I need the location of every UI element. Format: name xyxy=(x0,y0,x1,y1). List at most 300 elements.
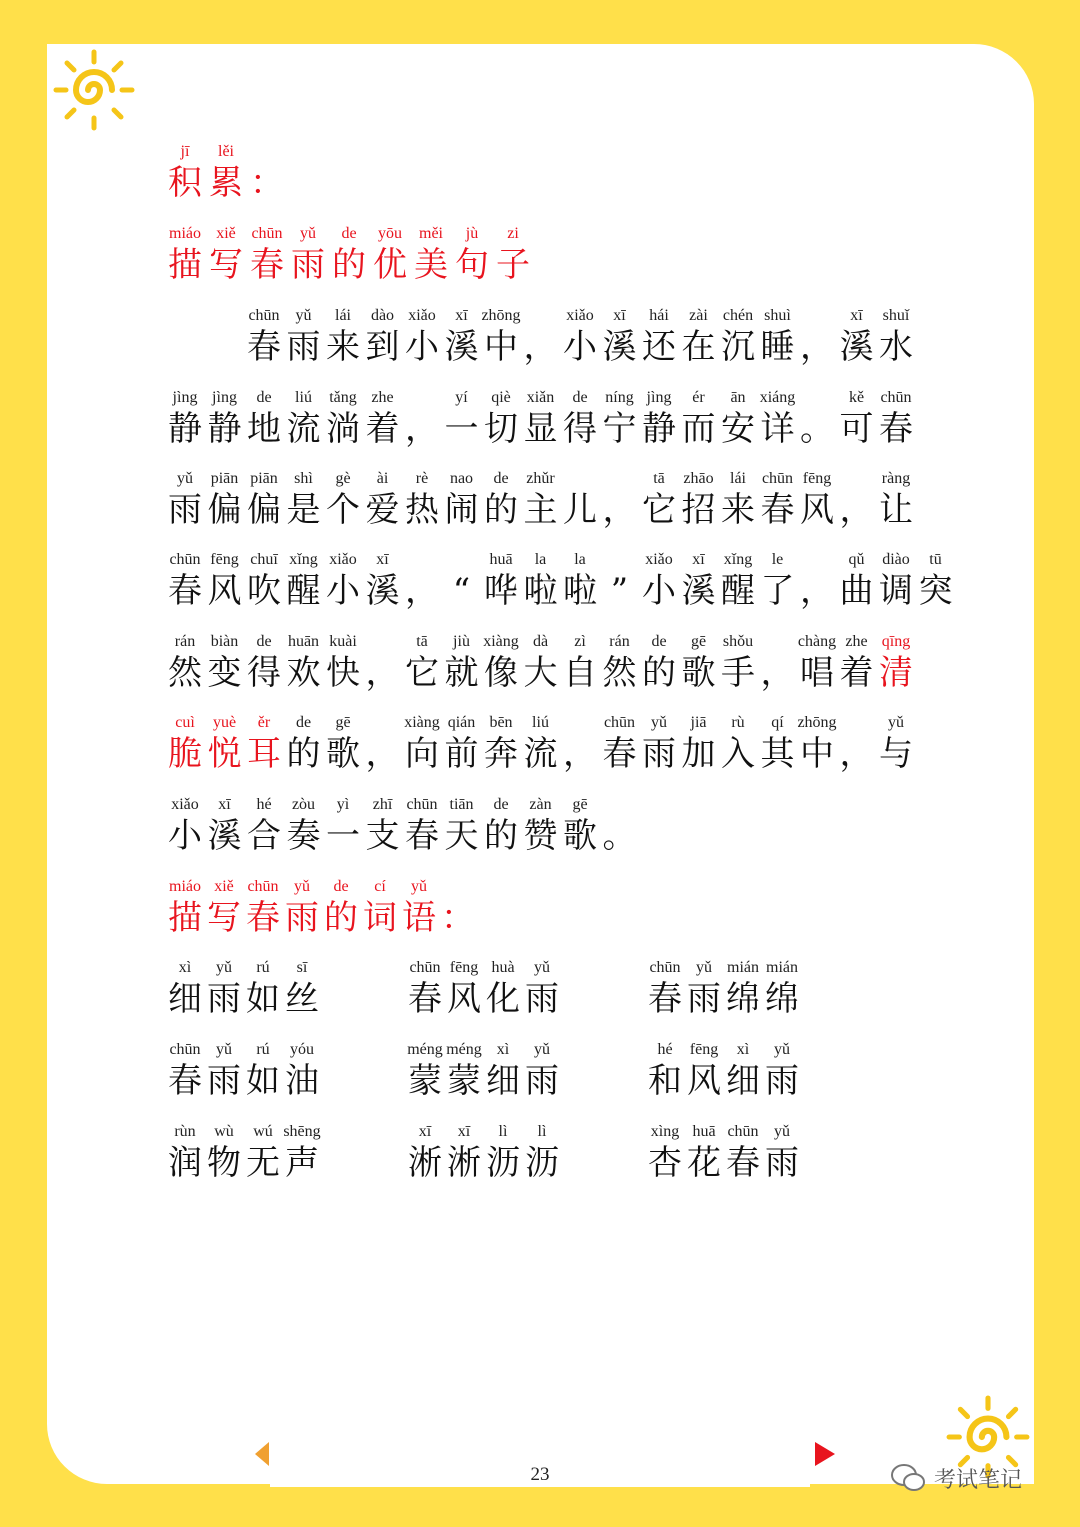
hanzi-char: 然 xyxy=(602,653,637,693)
pinyin-label: biàn xyxy=(210,633,239,650)
hanzi-char: 雨 xyxy=(291,245,325,285)
pinyin-label: jiù xyxy=(453,633,470,650)
hanzi-char: 春 xyxy=(726,1143,760,1183)
hanzi-char: ， xyxy=(800,327,834,367)
pinyin-label: chén xyxy=(722,307,754,324)
pinyin-label: yǔ xyxy=(888,714,904,731)
hanzi-char: 春 xyxy=(405,816,439,856)
pinyin-label: yǔ xyxy=(651,714,667,731)
pinyin-label: xǐng xyxy=(723,551,753,568)
hanzi-char: 儿 xyxy=(563,490,597,530)
pinyin-label: zhōng xyxy=(481,307,521,324)
pinyin-label: hé xyxy=(657,1041,673,1058)
hanzi-char: 美 xyxy=(414,245,448,285)
hanzi-char: 详 xyxy=(760,409,795,449)
hanzi-char: 春 xyxy=(250,245,284,285)
hanzi-char: 雨 xyxy=(207,1061,241,1101)
hanzi-char: 中 xyxy=(484,327,518,367)
pinyin-label: jìng xyxy=(212,389,237,406)
pinyin-label: wú xyxy=(253,1123,273,1140)
hanzi-char: ， xyxy=(405,409,439,449)
pinyin-label: cí xyxy=(374,878,386,895)
hanzi-char: 写 xyxy=(209,245,243,285)
pinyin-label: cuì xyxy=(175,714,195,731)
pinyin-label: la xyxy=(534,551,547,568)
pinyin-label: yǔ xyxy=(534,1041,550,1058)
pinyin-label: huā xyxy=(489,551,513,568)
hanzi-char: 溪 xyxy=(444,327,479,367)
hanzi-char: 沥 xyxy=(525,1143,559,1183)
hanzi-char: 风 xyxy=(447,979,481,1019)
watermark xyxy=(890,1458,1022,1498)
pinyin-label: de xyxy=(295,714,312,731)
pinyin-label: méng xyxy=(446,1041,482,1058)
pinyin-label: gē xyxy=(690,633,707,650)
hanzi-char: 描 xyxy=(168,245,202,285)
hanzi-char: 耳 xyxy=(247,734,281,774)
pinyin-label: mián xyxy=(766,959,798,976)
pinyin-label: yí xyxy=(455,389,468,406)
hanzi-char: 雨 xyxy=(285,898,319,938)
pinyin-label: níng xyxy=(605,389,634,406)
page-number: 23 xyxy=(270,1437,810,1487)
pinyin-label: kě xyxy=(848,389,865,406)
pinyin-label: diào xyxy=(882,551,910,568)
hanzi-char: 歌 xyxy=(563,816,597,856)
pinyin-label: yǔ xyxy=(216,959,232,976)
pinyin-label: zì xyxy=(574,633,586,650)
hanzi-char: 溪 xyxy=(602,327,637,367)
hanzi-char: 如 xyxy=(246,979,280,1019)
hanzi-char: 杏 xyxy=(648,1143,682,1183)
hanzi-char: 的 xyxy=(484,490,518,530)
pinyin-label: shuì xyxy=(764,307,791,324)
pinyin-label: huà xyxy=(491,959,515,976)
pinyin-label: de xyxy=(493,796,509,813)
hanzi-char: 来 xyxy=(721,490,755,530)
hanzi-char: 清 xyxy=(879,653,913,693)
hanzi-char: 积 xyxy=(168,163,202,203)
wechat-icon xyxy=(890,1463,926,1493)
hanzi-char: 春 xyxy=(168,1061,202,1101)
hanzi-char: 歌 xyxy=(681,653,716,693)
pinyin-label: shì xyxy=(294,470,313,487)
hanzi-char: 溪 xyxy=(207,816,242,856)
hanzi-char: 静 xyxy=(168,409,202,449)
hanzi-char: 赞 xyxy=(523,816,558,856)
hanzi-char: 雨 xyxy=(642,734,676,774)
pinyin-label: rán xyxy=(174,633,196,650)
hanzi-char: 手 xyxy=(721,653,755,693)
hanzi-char: ： xyxy=(441,898,475,938)
pinyin-label: liú xyxy=(295,389,312,406)
hanzi-char: 醒 xyxy=(286,571,321,611)
hanzi-char: 雨 xyxy=(687,979,721,1019)
pinyin-label: chūn xyxy=(409,959,441,976)
hanzi-char: 显 xyxy=(523,409,558,449)
pinyin-label: yǔ xyxy=(411,878,427,895)
hanzi-char: 润 xyxy=(168,1143,202,1183)
hanzi-char: 着 xyxy=(839,653,874,693)
hanzi-char: 奔 xyxy=(484,734,518,774)
pinyin-label: xiǎn xyxy=(526,389,555,406)
pinyin-label: yǔ xyxy=(696,959,712,976)
hanzi-char: 而 xyxy=(681,409,716,449)
hanzi-char: 了 xyxy=(760,571,795,611)
hanzi-char: 小 xyxy=(168,816,202,856)
pinyin-label: le xyxy=(771,551,784,568)
hanzi-char: 悦 xyxy=(207,734,242,774)
pinyin-label: chūn xyxy=(251,225,283,242)
pinyin-label: zhāo xyxy=(683,470,714,487)
hanzi-char: 静 xyxy=(207,409,242,449)
pinyin-label: chūn xyxy=(649,959,681,976)
hanzi-char: 风 xyxy=(687,1061,721,1101)
hanzi-char: 让 xyxy=(879,490,913,530)
hanzi-char: 一 xyxy=(444,409,479,449)
hanzi-char: ， xyxy=(523,327,558,367)
pinyin-label: shuǐ xyxy=(882,307,910,324)
pinyin-label: wù xyxy=(214,1123,234,1140)
pinyin-label: zài xyxy=(689,307,708,324)
hanzi-char: 丝 xyxy=(285,979,319,1019)
pinyin-label: chūn xyxy=(727,1123,759,1140)
hanzi-char: 春 xyxy=(168,571,202,611)
hanzi-char: 得 xyxy=(563,409,597,449)
pinyin-label: fēng xyxy=(802,470,832,487)
hanzi-char: 静 xyxy=(642,409,676,449)
pinyin-label: gē xyxy=(572,796,588,813)
pinyin-label: xiǎo xyxy=(171,796,199,813)
hanzi-char: 安 xyxy=(721,409,755,449)
hanzi-char: 前 xyxy=(444,734,479,774)
pinyin-label: bēn xyxy=(489,714,513,731)
hanzi-char: 如 xyxy=(246,1061,280,1101)
hanzi-char: 雨 xyxy=(168,490,202,530)
pinyin-label: zhī xyxy=(372,796,393,813)
hanzi-char: ， xyxy=(760,653,795,693)
hanzi-char: 油 xyxy=(285,1061,319,1101)
hanzi-char: 偏 xyxy=(207,490,242,530)
pinyin-label: rán xyxy=(609,633,630,650)
pinyin-label: zhōng xyxy=(797,714,837,731)
hanzi-char: 雨 xyxy=(765,1061,799,1101)
hanzi-char: ， xyxy=(839,734,874,774)
hanzi-char: 像 xyxy=(484,653,518,693)
pinyin-label: chūn xyxy=(247,878,279,895)
pinyin-label: lì xyxy=(537,1123,547,1140)
pinyin-label: xī xyxy=(418,1123,432,1140)
hanzi-char: 淅 xyxy=(408,1143,442,1183)
hanzi-char: 春 xyxy=(408,979,442,1019)
pinyin-label: ān xyxy=(730,389,746,406)
pinyin-label: lái xyxy=(730,470,746,487)
hanzi-char: ， xyxy=(365,734,400,774)
pinyin-label: ér xyxy=(692,389,705,406)
hanzi-char: 雨 xyxy=(525,1061,559,1101)
prev-page-arrow-icon[interactable] xyxy=(255,1442,269,1466)
pinyin-label: rú xyxy=(256,1041,270,1058)
hanzi-char: ， xyxy=(800,571,834,611)
pinyin-label: xī xyxy=(850,307,863,324)
hanzi-char: 爱 xyxy=(365,490,400,530)
pinyin-label: gē xyxy=(335,714,351,731)
pinyin-label: chūn xyxy=(406,796,438,813)
hanzi-char: 合 xyxy=(247,816,281,856)
pinyin-label: de xyxy=(651,633,667,650)
hanzi-char: 风 xyxy=(207,571,242,611)
hanzi-char: 是 xyxy=(286,490,321,530)
hanzi-char: 自 xyxy=(563,653,597,693)
hanzi-char: 个 xyxy=(326,490,360,530)
pinyin-label: yǔ xyxy=(295,307,312,324)
hanzi-char: 向 xyxy=(405,734,439,774)
hanzi-char: 春 xyxy=(648,979,682,1019)
hanzi-char: 春 xyxy=(879,409,913,449)
hanzi-char: 热 xyxy=(405,490,439,530)
pinyin-label: fēng xyxy=(449,959,479,976)
hanzi-char: 在 xyxy=(681,327,716,367)
pinyin-label: piān xyxy=(210,470,239,487)
hanzi-char: 加 xyxy=(681,734,716,774)
hanzi-char: 然 xyxy=(168,653,202,693)
pinyin-label: lì xyxy=(498,1123,508,1140)
pinyin-label: yǔ xyxy=(294,878,310,895)
pinyin-label: la xyxy=(574,551,586,568)
hanzi-char: 着 xyxy=(365,409,400,449)
pinyin-label: xǐng xyxy=(289,551,318,568)
hanzi-char: 细 xyxy=(486,1061,520,1101)
pinyin-label: xì xyxy=(496,1041,510,1058)
pinyin-label: xìng xyxy=(650,1123,680,1140)
hanzi-char: 的 xyxy=(484,816,518,856)
hanzi-char: 宁 xyxy=(602,409,637,449)
pinyin-label: méng xyxy=(407,1041,443,1058)
pinyin-label: de xyxy=(256,633,272,650)
pinyin-label: xiǎo xyxy=(645,551,673,568)
hanzi-char: 突 xyxy=(918,571,953,611)
pinyin-label: lái xyxy=(335,307,351,324)
pinyin-label: yǔ xyxy=(300,225,316,242)
pinyin-label: xī xyxy=(376,551,389,568)
pinyin-label: yǔ xyxy=(216,1041,232,1058)
hanzi-char: 入 xyxy=(721,734,755,774)
pinyin-label: zòu xyxy=(291,796,316,813)
hanzi-char: 和 xyxy=(648,1061,682,1101)
hanzi-char: 细 xyxy=(168,979,202,1019)
pinyin-label: shēng xyxy=(283,1123,321,1140)
pinyin-label: miáo xyxy=(169,878,201,895)
hanzi-char: 主 xyxy=(523,490,558,530)
pinyin-label: jī xyxy=(180,143,190,160)
pinyin-label: jìng xyxy=(646,389,672,406)
pinyin-label: chuī xyxy=(250,551,278,568)
hanzi-char: 一 xyxy=(326,816,360,856)
pinyin-label: chūn xyxy=(248,307,280,324)
hanzi-char: 化 xyxy=(486,979,520,1019)
pinyin-label: hé xyxy=(256,796,272,813)
hanzi-char: 无 xyxy=(246,1143,280,1183)
hanzi-char: 中 xyxy=(800,734,834,774)
hanzi-char: 物 xyxy=(207,1143,241,1183)
hanzi-char: 小 xyxy=(642,571,676,611)
hanzi-char: 小 xyxy=(326,571,360,611)
pinyin-label: dà xyxy=(532,633,549,650)
pinyin-label: ěr xyxy=(257,714,271,731)
pinyin-label: rù xyxy=(731,714,745,731)
pinyin-label: ài xyxy=(376,470,389,487)
hanzi-char: 偏 xyxy=(247,490,281,530)
hanzi-char: 醒 xyxy=(721,571,755,611)
pinyin-label: mián xyxy=(727,959,759,976)
pinyin-label: tiān xyxy=(449,796,474,813)
pinyin-label: de xyxy=(333,878,349,895)
watermark-text: 考试笔记 xyxy=(934,1467,1023,1493)
pinyin-label: yì xyxy=(336,796,350,813)
sun-icon xyxy=(52,48,136,132)
hanzi-char: 还 xyxy=(642,327,676,367)
pinyin-label: yōu xyxy=(378,225,402,242)
hanzi-char: 累 xyxy=(209,163,243,203)
pinyin-label: chàng xyxy=(797,633,837,650)
hanzi-char: 调 xyxy=(879,571,913,611)
pinyin-label: xiàng xyxy=(483,633,519,650)
hanzi-char: 优 xyxy=(373,245,407,285)
hanzi-char: 啦 xyxy=(563,571,597,611)
pinyin-label: piān xyxy=(250,470,278,487)
hanzi-char: 天 xyxy=(444,816,479,856)
pinyin-label: hái xyxy=(649,307,669,324)
pinyin-label: gè xyxy=(335,470,351,487)
pinyin-label: jìng xyxy=(172,389,198,406)
pinyin-label: chūn xyxy=(169,551,201,568)
hanzi-char: 溪 xyxy=(681,571,716,611)
hanzi-char: 奏 xyxy=(286,816,321,856)
pinyin-label: tǎng xyxy=(329,389,357,406)
hanzi-char: 雨 xyxy=(765,1143,799,1183)
hanzi-char: 沥 xyxy=(486,1143,520,1183)
pinyin-label: sī xyxy=(296,959,308,976)
hanzi-char: 来 xyxy=(326,327,360,367)
hanzi-char: 细 xyxy=(726,1061,760,1101)
pinyin-label: shǒu xyxy=(722,633,754,650)
hanzi-char: 溪 xyxy=(839,327,874,367)
hanzi-char: 招 xyxy=(681,490,716,530)
pinyin-label: nao xyxy=(449,470,474,487)
hanzi-char: 词 xyxy=(363,898,397,938)
pinyin-label: rùn xyxy=(174,1123,196,1140)
pinyin-label: xiáng xyxy=(759,389,796,406)
pinyin-label: kuài xyxy=(329,633,357,650)
pinyin-label: xì xyxy=(736,1041,750,1058)
pinyin-label: xī xyxy=(455,307,468,324)
hanzi-char: 大 xyxy=(523,653,558,693)
hanzi-char: 歌 xyxy=(326,734,360,774)
pinyin-label: de xyxy=(341,225,357,242)
hanzi-char: 的 xyxy=(642,653,676,693)
pinyin-label: tū xyxy=(929,551,942,568)
pinyin-label: chūn xyxy=(761,470,794,487)
pinyin-label: jiā xyxy=(690,714,707,731)
hanzi-char: 变 xyxy=(207,653,242,693)
hanzi-char: 。 xyxy=(602,816,637,856)
hanzi-char: 到 xyxy=(365,327,400,367)
hanzi-char: ， xyxy=(365,653,400,693)
hanzi-char: 它 xyxy=(405,653,439,693)
hanzi-char: “ xyxy=(452,571,471,611)
hanzi-char: ： xyxy=(250,163,284,203)
pinyin-label: qǔ xyxy=(848,551,865,568)
pinyin-label: zi xyxy=(507,225,519,242)
pinyin-label: xiàng xyxy=(404,714,440,731)
pinyin-label: xiě xyxy=(216,225,236,242)
pinyin-label: xiǎo xyxy=(566,307,594,324)
hanzi-char: 就 xyxy=(444,653,479,693)
pinyin-label: xī xyxy=(457,1123,471,1140)
hanzi-char: 的 xyxy=(332,245,366,285)
next-page-arrow-icon[interactable] xyxy=(815,1442,835,1466)
hanzi-char: 溪 xyxy=(365,571,400,611)
pinyin-label: rú xyxy=(256,959,270,976)
pinyin-label: qiè xyxy=(491,389,511,406)
hanzi-char: 它 xyxy=(642,490,676,530)
hanzi-char: 水 xyxy=(879,327,913,367)
pinyin-label: xiě xyxy=(214,878,234,895)
hanzi-char: 流 xyxy=(523,734,558,774)
hanzi-char: 唱 xyxy=(800,653,834,693)
pinyin-label: xī xyxy=(692,551,705,568)
pinyin-label: yǔ xyxy=(534,959,550,976)
pinyin-label: tā xyxy=(416,633,428,650)
pinyin-label: xiǎo xyxy=(408,307,436,324)
hanzi-char: 啦 xyxy=(523,571,558,611)
pinyin-label: jù xyxy=(465,225,479,242)
hanzi-char: 欢 xyxy=(286,653,321,693)
pinyin-label: xì xyxy=(178,959,192,976)
pinyin-label: xī xyxy=(218,796,231,813)
pinyin-label: chūn xyxy=(880,389,912,406)
pinyin-label: zàn xyxy=(529,796,552,813)
pinyin-label: qí xyxy=(771,714,784,731)
hanzi-char: 春 xyxy=(760,490,795,530)
hanzi-char: 蒙 xyxy=(408,1061,442,1101)
pinyin-label: yǔ xyxy=(774,1041,790,1058)
hanzi-char: 雨 xyxy=(525,979,559,1019)
hanzi-char: 流 xyxy=(286,409,321,449)
hanzi-char: 的 xyxy=(286,734,321,774)
hanzi-char: ， xyxy=(839,490,874,530)
pinyin-label: liú xyxy=(532,714,549,731)
hanzi-char: 切 xyxy=(484,409,518,449)
pinyin-label: tā xyxy=(653,470,665,487)
hanzi-char: 淌 xyxy=(326,409,360,449)
hanzi-char: 曲 xyxy=(839,571,874,611)
hanzi-char: 蒙 xyxy=(447,1061,481,1101)
pinyin-label: xī xyxy=(613,307,626,324)
hanzi-char: 春 xyxy=(602,734,637,774)
hanzi-char: 子 xyxy=(496,245,530,285)
hanzi-char: 。 xyxy=(800,409,834,449)
pinyin-label: qián xyxy=(447,714,476,731)
hanzi-char: 得 xyxy=(247,653,281,693)
hanzi-char: 春 xyxy=(246,898,280,938)
hanzi-char: ， xyxy=(405,571,439,611)
hanzi-char: 雨 xyxy=(207,979,241,1019)
pinyin-label: měi xyxy=(419,225,443,242)
hanzi-char: 绵 xyxy=(765,979,799,1019)
pinyin-label: zhǔr xyxy=(526,470,555,487)
pinyin-label: rè xyxy=(415,470,429,487)
